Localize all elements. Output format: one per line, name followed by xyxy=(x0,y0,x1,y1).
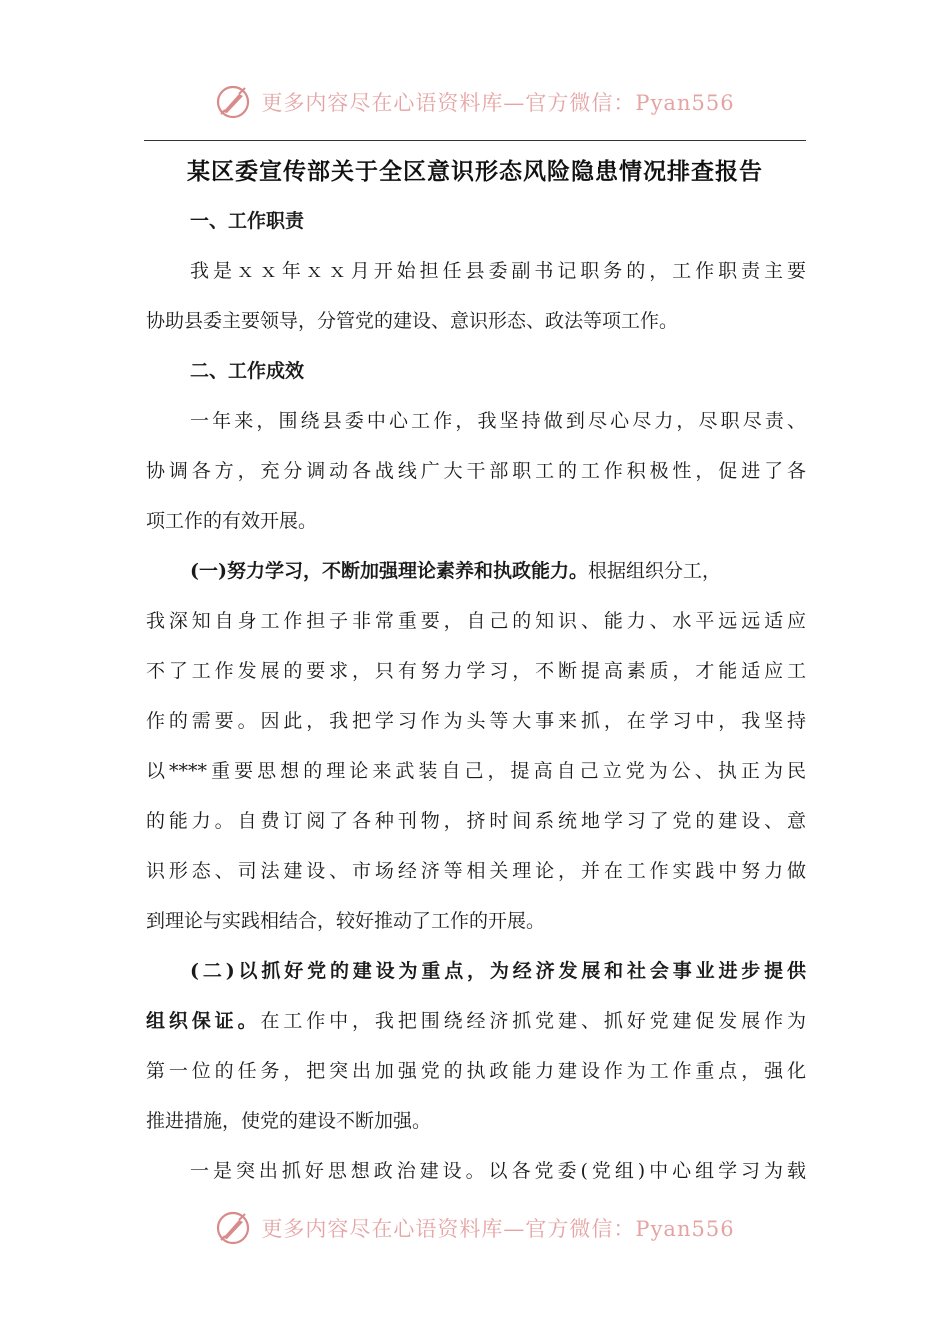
paragraph-text: 在工作中，我把围绕经济抓党建、抓好党建促发展作为 xyxy=(260,1010,806,1032)
paragraph-line: 识形态、司法建设、市场经济等相关理论，并在工作实践中努力做 xyxy=(146,860,806,882)
paragraph-line: 不了工作发展的要求，只有努力学习，不断提高素质，才能适应工 xyxy=(146,660,806,682)
watermark-text: 更多内容尽在心语资料库—官方微信：Pyan556 xyxy=(261,91,735,115)
paragraph-line: 一年来，围绕县委中心工作，我坚持做到尽心尽力，尽职尽责、 xyxy=(190,410,806,432)
document-body xyxy=(146,196,806,1196)
paragraph-line: 协调各方，充分调动各战线广大干部职工的工作积极性，促进了各 xyxy=(146,460,806,482)
document-title: 某区委宣传部关于全区意识形态风险隐患情况排查报告 xyxy=(187,158,763,185)
paragraph-line: 我深知自身工作担子非常重要，自己的知识、能力、水平远远适应 xyxy=(146,610,806,632)
section-heading-duties: 一、工作职责 xyxy=(190,210,305,232)
section-heading-results: 二、工作成效 xyxy=(190,360,305,382)
paragraph-line: 我是ｘｘ年ｘｘ月开始担任县委副书记职务的，工作职责主要 xyxy=(190,260,806,282)
paragraph-line: 推进措施，使党的建设不断加强。 xyxy=(146,1110,432,1132)
paragraph-line: 第一位的任务，把突出加强党的执政能力建设作为工作重点，强化 xyxy=(146,1060,806,1082)
header-divider xyxy=(144,140,806,141)
watermark-banner-top xyxy=(0,80,950,124)
quill-logo-icon xyxy=(215,84,251,120)
paragraph-text: 根据组织分工， xyxy=(587,560,721,582)
paragraph-line: 的能力。自费订阅了各种刊物，挤时间系统地学习了党的建设、意 xyxy=(146,810,806,832)
paragraph-line: 以****重要思想的理论来武装自己，提高自己立党为公、执正为民 xyxy=(146,760,806,782)
paragraph-line: 协助县委主要领导，分管党的建设、意识形态、政法等项工作。 xyxy=(146,310,679,332)
paragraph-line-subheading: (二)以抓好党的建设为重点，为经济发展和社会事业进步提供 xyxy=(190,960,806,982)
paragraph-line: 到理论与实践相结合，较好推动了工作的开展。 xyxy=(146,910,546,932)
paragraph-line: 项工作的有效开展。 xyxy=(146,510,318,532)
paragraph-line: 一是突出抓好思想政治建设。以各党委(党组)中心组学习为载 xyxy=(190,1160,806,1182)
paragraph-line: 作的需要。因此，我把学习作为头等大事来抓，在学习中，我坚持 xyxy=(146,710,806,732)
subheading-bold-text: (一)努力学习，不断加强理论素养和执政能力。 xyxy=(190,560,588,582)
watermark-banner-bottom xyxy=(0,1206,950,1250)
paragraph-line-subheading xyxy=(146,546,806,596)
subheading-bold-text: 组织保证。 xyxy=(146,1010,261,1032)
quill-logo-icon xyxy=(215,1210,251,1246)
watermark-text: 更多内容尽在心语资料库—官方微信：Pyan556 xyxy=(261,1217,735,1241)
paragraph-line-subheading xyxy=(146,996,806,1046)
